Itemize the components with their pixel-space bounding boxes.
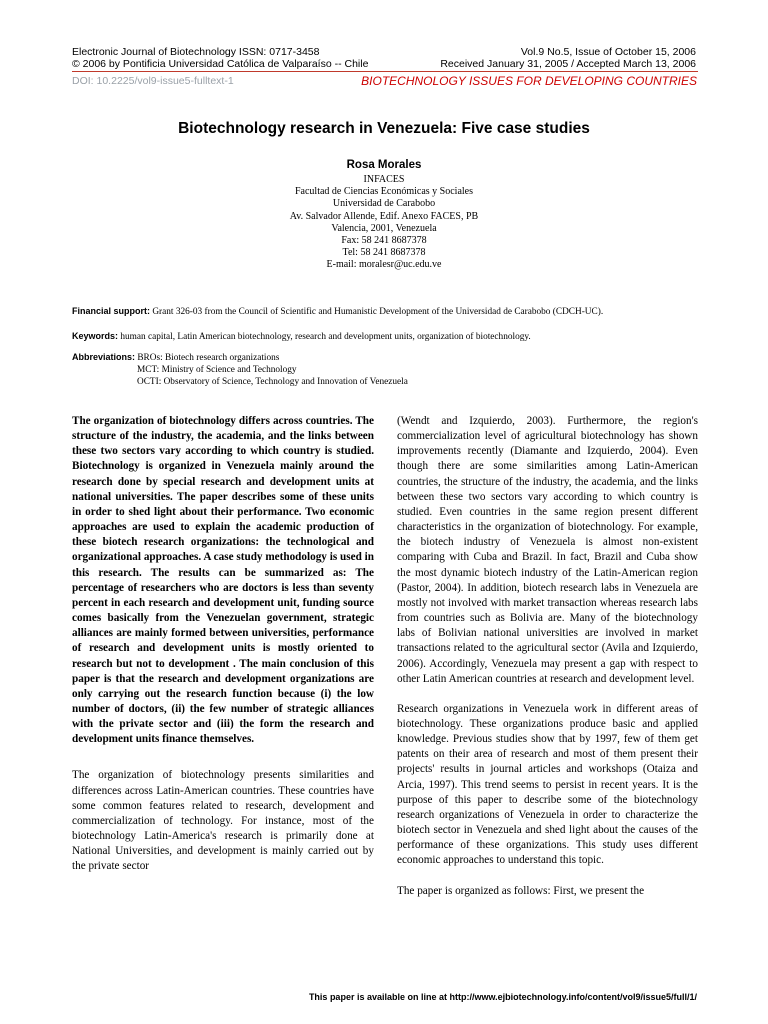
abbreviation-item: MCT: Ministry of Science and Technology [137,365,297,375]
financial-support-label: Financial support: [72,306,151,316]
availability-footer[interactable]: This paper is available on line at http://www.ejbiotechnology.info/content/vol9/issue5/full/1/ [308,992,697,1002]
financial-support-text: Grant 326-03 from the Council of Scientific and Humanistic Development of the Universidad de Carabobo (CDCH-UC). [152,307,604,317]
article-title: Biotechnology research in Venezuela: Five case studies [178,120,590,137]
body-paragraph: The paper is organized as follows: First, we present the [397,884,645,897]
volume-issue: Vol.9 No.5, Issue of October 15, 2006 [520,46,696,58]
affiliation-line: Tel: 58 241 8687378 [342,247,426,259]
author-affiliation [0,174,768,272]
body-paragraph: Research organizations in Venezuela work in different areas of biotechnology. These organizations produce basic and applied knowledge. Previous studies show that by 1997, few of them get patents on their area of research and most of them present their projects' results in journal articles and workshops (Otaiza and Arcia, 1997). This trend seems to persist in recent years. It is the purpose of this paper to describe some of the biotechnology research organizations of Venezuela in order to characterize the biotech sector in Venezuela and shed light about the causes of the performance of these organizations. This study uses different economic approaches to understand this topic. [397,702,698,867]
affiliation-line: Facultad de Ciencias Económicas y Sociales [294,186,473,198]
keywords-text: human capital, Latin American biotechnology, research and development units, organization of biotechnology. [120,332,531,342]
affiliation-line: INFACES [363,174,405,185]
abstract: The organization of biotechnology differs across countries. The structure of the industry, the academia, and the links between these two sectors vary according to which country is studied. Biotechnology is organized in Venezuela mainly around the research done by special research and development units at national universities. The paper describes some of these units in order to shed light about their performance. Two economic approaches are used to explain the academic production of these biotech research organizations: the technological and organizational approaches. A case study methodology is used in this research. The results can be summarized as: The percentage of researchers who are doctors is less than seventy percent in each research and development unit, funding source comes basically from the Venezuelan government, strategic alliances are mainly formed between universities, performance of research and development units is mostly oriented to research but not to development . The main conclusion of this paper is that the research and development organizations are only carrying out the research function because (i) the low number of doctors, (ii) the few number of strategic alliances with the private sector and (iii) the form the research and development units finance themselves. [72,415,374,746]
affiliation-line: Universidad de Carabobo [332,198,436,210]
copyright: © 2006 by Pontificia Universidad Católica de Valparaíso -- Chile [72,58,369,70]
intro-paragraph: The organization of biotechnology presents similarities and differences across Latin-American countries. These countries have some common features related to research, development and commercialization of technology. For instance, most of the biotechnology Latin-America's research is primarily done at National Universities, and development is mainly carried out by the private sector [72,769,374,873]
right-column [397,414,698,899]
body-paragraph: (Wendt and Izquierdo, 2003). Furthermore, the region's commercialization level of agricultural biotechnology has shown improvements recently (Diamante and Izquierdo, 2004). Even though there are some similarities among Latin-American countries, the structure of the industry, the academia, and the links between these two sectors vary according to which country is studied. Even countries in the same region present different characteristics in the organization of biotechnology. For example, the biotech industry of Venezuela is almost non-existent comparing with Cuba and Brazil. In fact, Brazil and Cuba show the most dynamic biotech industry of the Latin-American region (Pastor, 2004). In addition, biotech research labs in Venezuela are mostly not involved with market transaction whereas research labs from countries such as Bolivia are. Many of the biotechnology labs of Bolivian national universities are involved in market transactions related to the agricultural sector (Avila and Izquierdo, 2006). Accordingly, Venezuela may present a gap with respect to other Latin American countries at research and development level. [397,415,698,685]
abbreviation-item: OCTI: Observatory of Science, Technology and Innovation of Venezuela [137,377,408,387]
affiliation-line: Av. Salvador Allende, Edif. Anexo FACES, PB [289,210,479,222]
abbreviations-label: Abbreviations: [72,352,136,362]
received-accepted-dates: Received January 31, 2005 / Accepted March 13, 2006 [440,58,696,70]
author-name: Rosa Morales [346,159,422,171]
header-rule [72,71,698,72]
author-email[interactable]: E-mail: moralesr@uc.edu.ve [326,259,442,271]
abbreviations [72,351,702,388]
doi-link[interactable]: DOI: 10.2225/vol9-issue5-fulltext-1 [72,75,234,87]
affiliation-line: Fax: 58 241 8687378 [341,235,427,247]
affiliation-line: Valencia, 2001, Venezuela [331,222,437,234]
left-column [72,414,374,875]
abbreviation-item: BROs: Biotech research organizations [137,353,280,363]
financial-support [72,305,702,318]
section-label: BIOTECHNOLOGY ISSUES FOR DEVELOPING COUNTRIES [361,74,697,88]
keywords-label: Keywords: [72,331,119,341]
keywords [72,330,702,343]
journal-name: Electronic Journal of Biotechnology ISSN: 0717-3458 [72,46,320,58]
